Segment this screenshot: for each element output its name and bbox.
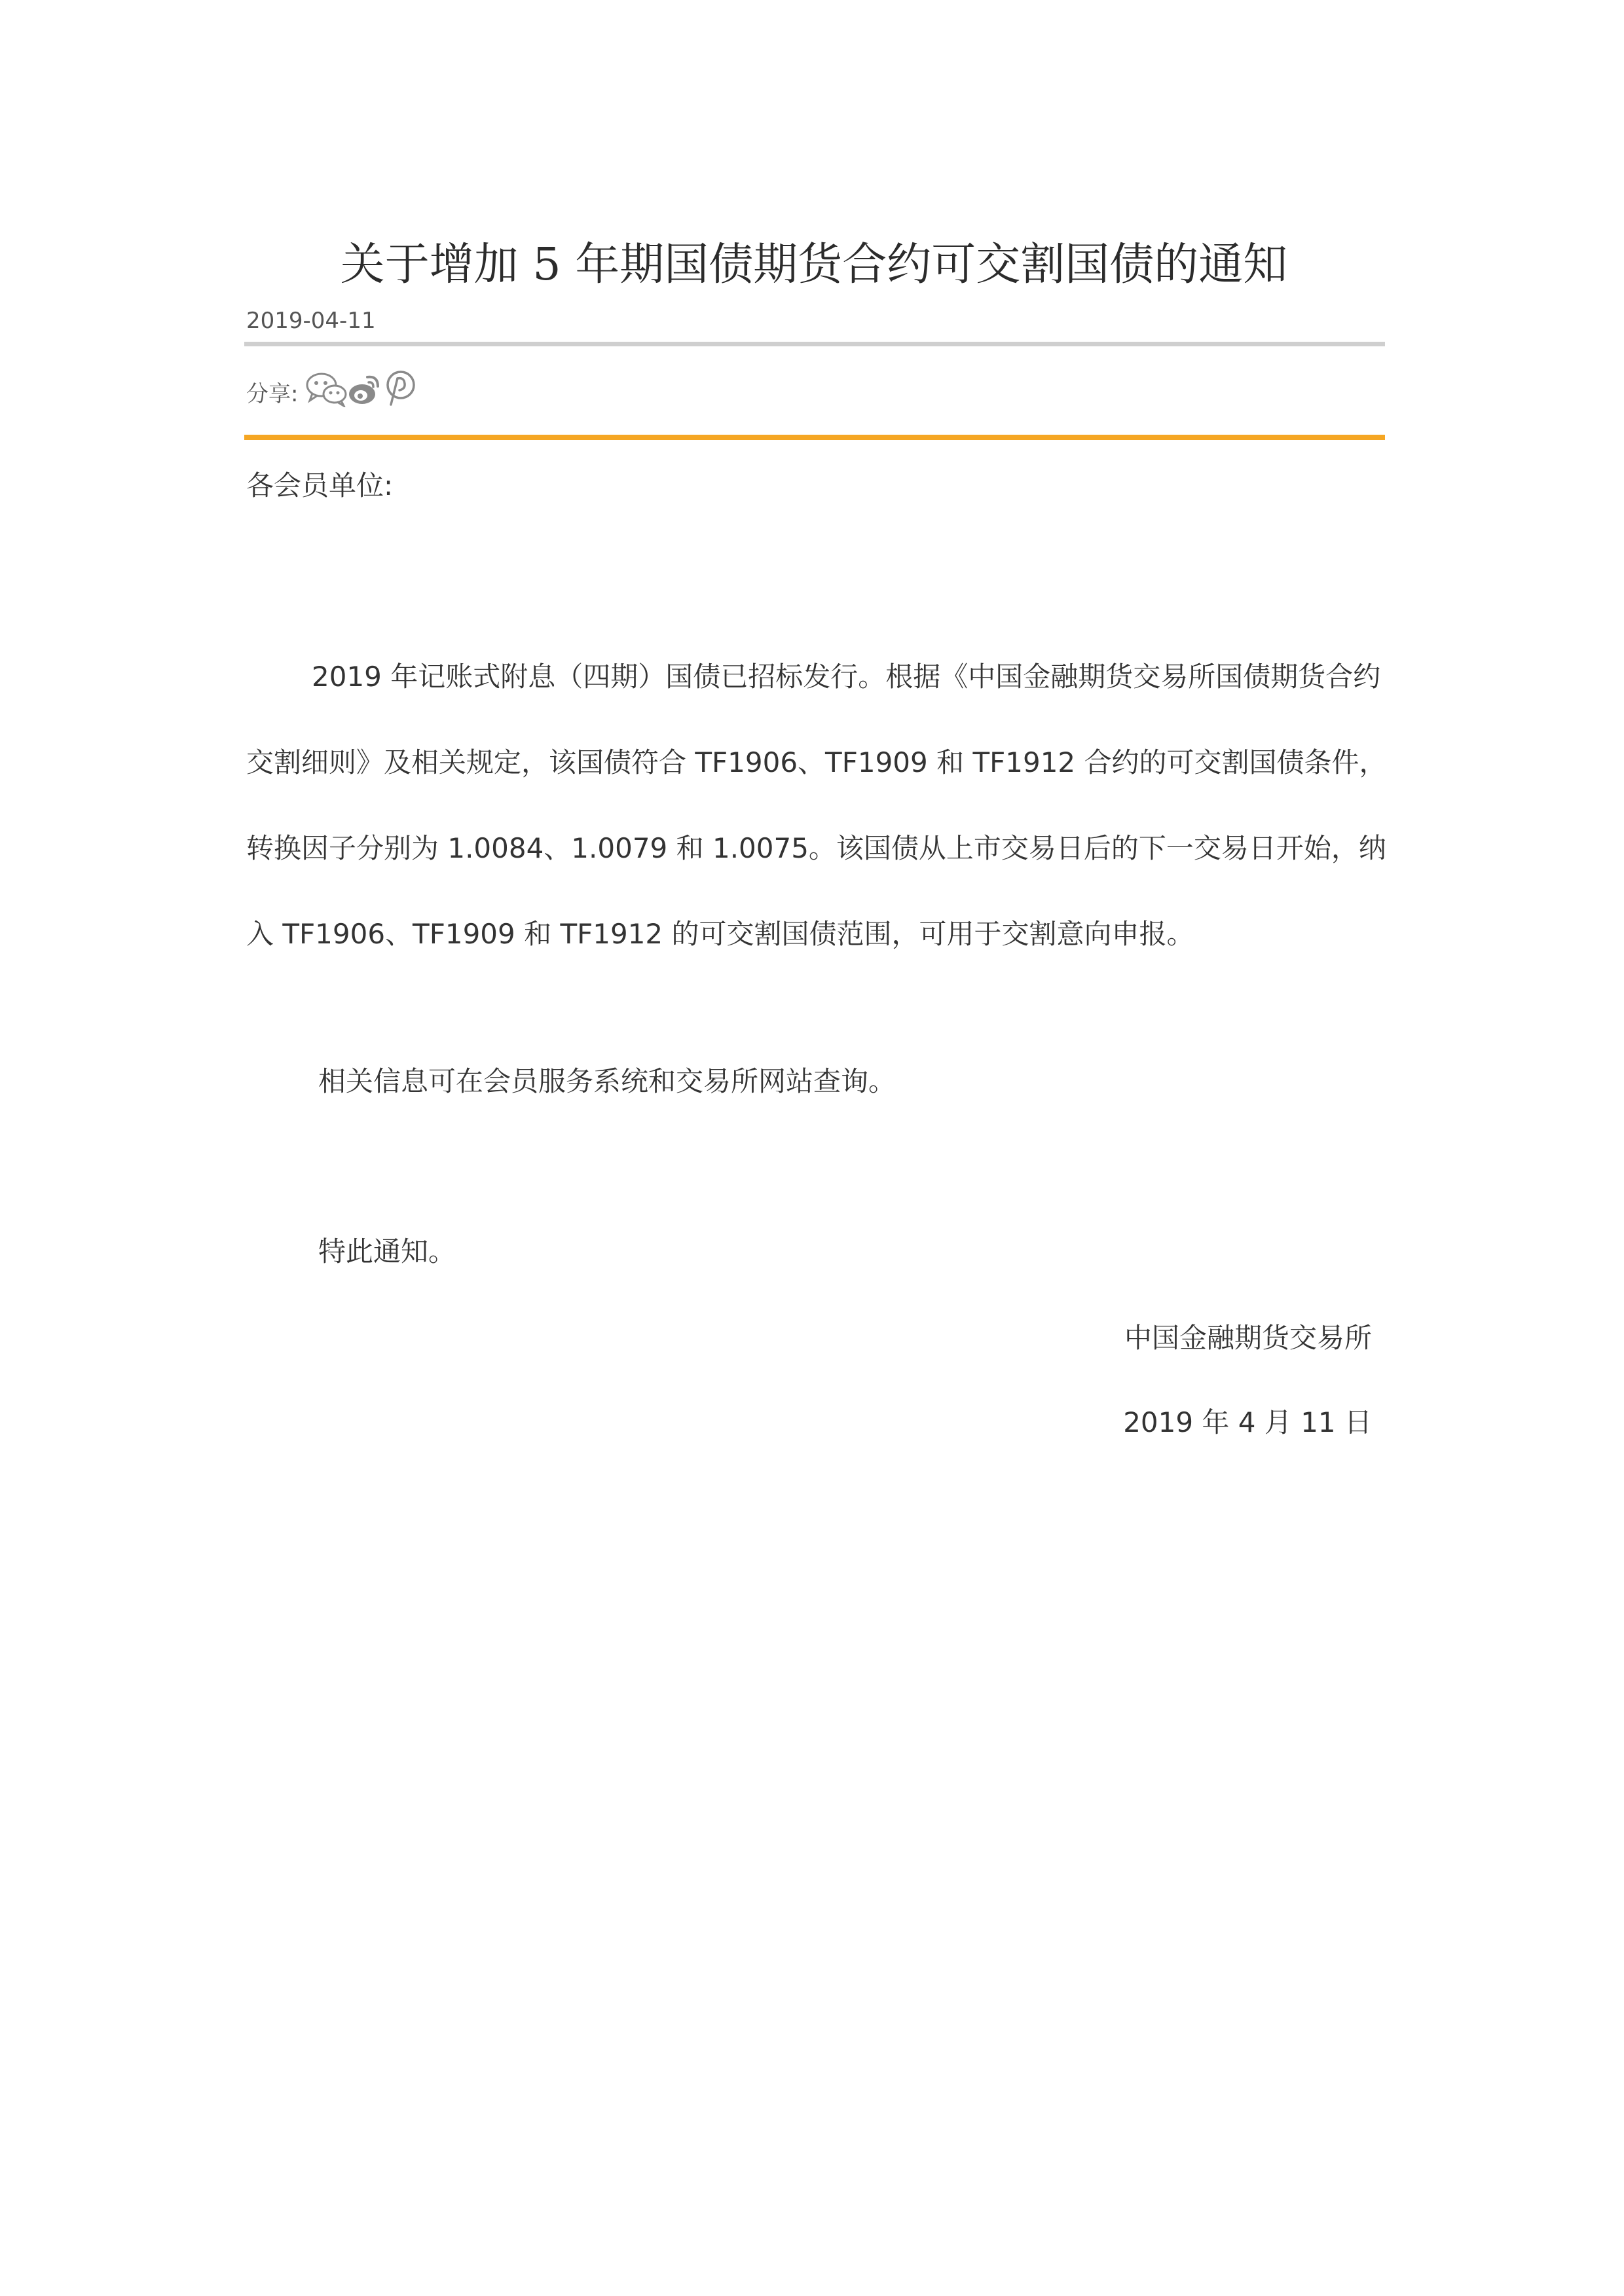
- wechat-icon[interactable]: [304, 371, 348, 410]
- weibo-icon[interactable]: [348, 371, 382, 410]
- share-label: 分享:: [246, 381, 299, 407]
- signature-date: 2019 年 4 月 11 日: [1123, 1406, 1372, 1438]
- title-divider: [244, 342, 1385, 346]
- signature-organization: 中国金融期货交易所: [1124, 1322, 1372, 1354]
- content-divider: [244, 435, 1385, 440]
- share-icons: [304, 369, 417, 410]
- closing-line: 特此通知。: [318, 1235, 456, 1267]
- share-bar: [246, 364, 417, 410]
- notice-body: 2019 年记账式附息（四期）国债已招标发行。根据《中国金融期货交易所国债期货合约交割细则》及相关规定，该国债符合 TF1906、TF1909 和 TF1912 合约的可交割国债条件，转换因子分别为 1.0084、1.0079 和 1.0075。该国债从上市交易日后的下一交易日开始，纳入 TF1906、TF1909 和 TF1912 的可交割国债范围，可用于交割意向申报。: [246, 661, 1387, 950]
- page-title: 关于增加 5 年期国债期货合约可交割国债的通知: [340, 239, 1288, 291]
- social-share-icon[interactable]: [382, 369, 417, 410]
- publish-date: 2019-04-11: [246, 308, 376, 334]
- salutation: 各会员单位:: [246, 469, 394, 501]
- info-note: 相关信息可在会员服务系统和交易所网站查询。: [318, 1065, 896, 1097]
